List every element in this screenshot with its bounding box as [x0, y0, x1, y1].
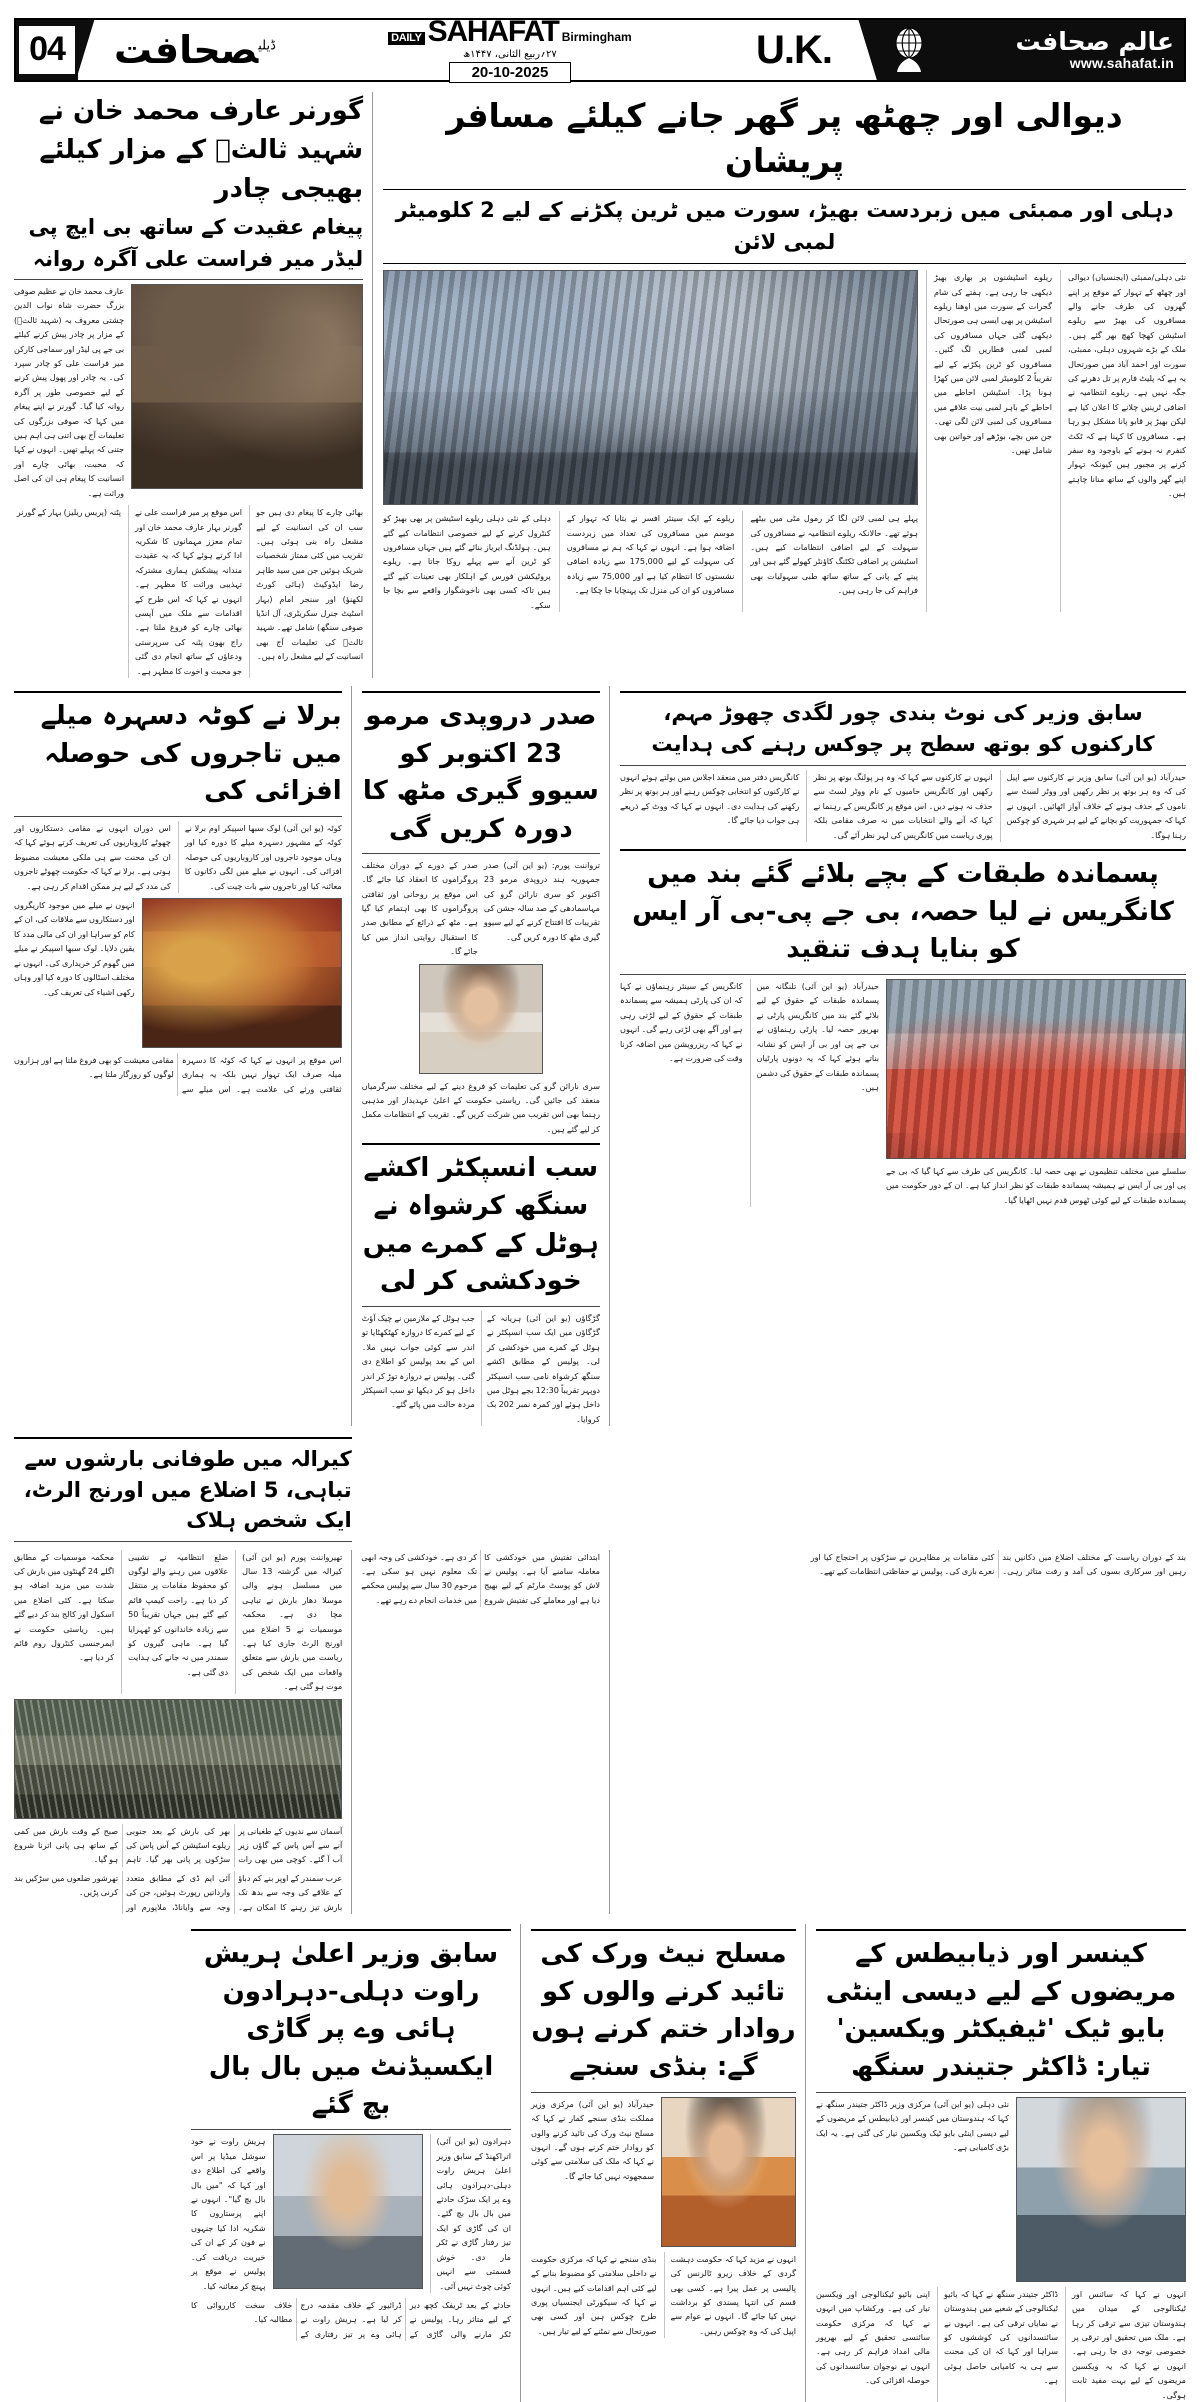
harish-headline: سابق وزیر اعلیٰ ہریش راوت دہلی-دہرادون ہائی وے پر گاڑی ایکسیڈنٹ میں بال بال بچ گئے [203, 1939, 499, 2120]
governor-col-3: اس موقع پر میر فراست علی نے گورنر بہار عارف محمد خان اور تمام معزز مہمانوں کا شکریہ ادا کرتے ہوئے کہا کہ یہ عقیدت مندانہ پیشکش ہماری مشترکہ تہذیبی وراثت کا مظہر ہے۔ انہوں نے کہا کہ اس طرح کے اقدامات سے ملک میں آپسی بھائی چارے کو فروغ ملتا ہے۔ راج بھون پٹنہ کی سرپرستی ودعاؤں کے ساتھ انجام دی گئی جو محبت و اخوت کا مظہر ہے۔ [128, 505, 242, 678]
lead-col-4: ریلوے کے ایک سینئر افسر نے بتایا کہ تہوار کے موسم میں مسافروں کی تعداد میں زبردست اضافہ ہوا ہے۔ انہوں نے کہا کہ ہم نے مسافروں کی سہولت کے لیے 175,000 سے زیادہ اضافی نشستوں کا انتظام کیا ہے اور 75,000 سے زیادہ مسافروں کو ان کی منزل تک پہنچایا جا چکا ہے۔ [559, 511, 735, 612]
masthead-brand-block [290, 17, 730, 83]
masthead-daily-label: DAILY [388, 32, 425, 45]
cancer-story [816, 1924, 1186, 2402]
inspector-headline: سب انسپکٹر اکشے سنگھ کرشواہ نے ہوٹل کے کمرے میں خودکشی کر لی [362, 1153, 599, 1297]
cancer-col-4: اپنی بائیو ٹیکنالوجی اور ویکسین تیار کی ہے۔ ورکشاپ میں انہوں نے کہا کہ مرکزی حکومت سائنسی تحقیق کے لیے بھرپور مالی امداد فراہم کر رہی ہے۔ انہوں نے نوجوان سائنسدانوں کی حوصلہ افزائی کی۔ [816, 2288, 930, 2386]
president-murmu-photo [419, 964, 543, 1074]
congress-headline: پسماندہ طبقات کے بچے بلائے گئے بند میں کانگریس نے لیا حصہ، بی جے پی-بی آر ایس کو بنایا ہدف تنقید [632, 859, 1174, 965]
network-col-1: حیدرآباد (یو این آئی) مرکزی وزیر مملکت بنڈی سنجے کمار نے کہا کہ مسلح نیٹ ورک کی تائید کرنے والوں کو روادار ختم کرنے ہوں گے۔ انہوں نے کہا کہ ملک کی سلامتی سے کوئی سمجھوتہ نہیں کیا جائے گا۔ [531, 2098, 654, 2181]
masthead-website[interactable]: www.sahafat.in [1069, 55, 1174, 72]
dussehra-col-1: کوٹہ (یو این آئی) لوک سبھا اسپیکر اوم برلا نے کوٹہ کے مشہور دسہرہ میلے کا دورہ کیا اور وہاں موجود تاجروں اور کاروباریوں کی حوصلہ افزائی کی۔ انہوں نے میلے میں لگی دکانوں کا معائنہ کیا اور تاجروں سے بات چیت کی۔ [178, 821, 342, 893]
masthead-urdu-title [100, 28, 290, 72]
harish-rawat-photo [273, 2134, 423, 2289]
lead-headline: دیوالی اور چھٹھ پر گھر جانے کیلئے مسافر پریشان [446, 96, 1123, 180]
cancer-col-1: نئی دہلی (یو این آئی) مرکزی وزیر ڈاکٹر جتیندر سنگھ نے کہا کہ ہندوستان میں کینسر اور ذیابیطس کے مریضوں کے لیے دیسی اینٹی بایو ٹیک ویکسین تیار کی گئی ہے۔ یہ ایک بڑی کامیابی ہے۔ [816, 2098, 1009, 2152]
governor-headline: گورنر عارف محمد خان نے شہید ثالثؒ کے مزار کیلئے بھیجی چادر [38, 96, 364, 204]
harish-story [191, 1924, 521, 2402]
kerala-col-5: عرب سمندر کے اوپر بنے کم دباؤ کے علاقے کی وجہ سے بدھ تک بارش تیز رہنے کا امکان ہے۔ آئی ایم ڈی کے مطابق متعدد وارداتیں رپورٹ ہوئیں، جن کی وجہ سے وایاناڈ، ملاپورم اور تھرشور ضلعوں میں سڑکیں بند کرنی پڑیں۔ [14, 1872, 343, 1912]
masthead-date: 20-10-2025 [449, 62, 572, 83]
left-mid-block [14, 686, 352, 1426]
governor-dateline: پٹنہ (پریس ریلیز) بہار کے گورنر [16, 507, 122, 518]
masthead-edition: U.K. [756, 27, 832, 72]
masthead [14, 15, 1186, 82]
governor-col-1: عارف محمد خان نے عظیم صوفی بزرگ حضرت شاہ نواب الدین چشتی معروف بہ (شہید ثالثؒ) کے مزار پر چادر پیش کرنے کیلئے بی جے پی لیڈر اور سماجی کارکن میر فراست علی کو چادر سپرد کی۔ یہ چادر اور پھول پیش کرنے کے لیے خصوصی طور پر آگرہ روانہ کیا گیا۔ گورنر نے اپنے پیغام میں کہا کہ صوفی بزرگوں کی تعلیمات آج بھی اتنی ہی اہم ہیں جتنی کہ پہلے تھیں۔ انہوں نے کہا کہ محبت، بھائی چارے اور انسانیت کا پیغام ہی ان کی اصل وراثت ہے۔ [14, 286, 125, 498]
murmu-col-3: سری نارائن گرو کی تعلیمات کو فروغ دینے کے لیے مختلف سرگرمیاں منعقد کی جائیں گی۔ ریاستی حکومت کے اعلیٰ عہدیدار اور مذہبی رہنما بھی اس تقریب میں شرکت کریں گے۔ تقریب کے انتظامات مکمل کر لیے گئے ہیں۔ [361, 1080, 600, 1134]
kerala-col-3: محکمہ موسمیات کے مطابق اگلے 24 گھنٹوں میں بارش کی شدت میں مزید اضافہ ہو سکتا ہے۔ کئی اضلاع میں اسکول اور کالج بند کر دیے گئے ہیں۔ ریاستی حکومت نے ایمرجنسی کنٹرول روم قائم کر دیا ہے۔ [13, 1551, 115, 1663]
governor-col-2: بھائی چارے کا پیغام دی ہیں جو سب ان کی انسانیت کے لیے مشعل راہ بنی ہوئی ہیں۔ تقریب میں کئی ممتاز شخصیات شریک ہوئیں جن میں سید طاہر رضا ایڈوکیٹ (ہائی کورٹ لکھنؤ) اور سنجر امام (بہار اسٹیٹ جنرل سکریٹری، آل انڈیا صوفی سنگھ) شامل تھے۔ شہید ثالثؒ کی تعلیمات آج بھی انسانیت کے لیے مشعل راہ ہیں۔ [249, 505, 363, 678]
governor-handover-photo [131, 284, 363, 489]
congress-col-3: بند کے دوران ریاست کے مختلف اضلاع میں دکانیں بند رہیں اور سرکاری بسوں کی آمد و رفت متاثر رہی۔ کئی مقامات پر مظاہرین نے سڑکوں پر احتجاج کیا اور نعرے بازی کی۔ پولیس نے حفاظتی انتظامات کیے تھے۔ [810, 1551, 1186, 1576]
masthead-brand: SAHAFAT [427, 15, 559, 48]
masthead-city: Birmingham [561, 30, 632, 44]
murmu-col-1: ترواننت پورم: (یو این آئی) صدر جمہوریہ ہند دروپدی مرمو 23 اکتوبر کو سری نارائن گرو کی مہاسمادھی کے صد سالہ جشن کی تقریبات کا افتتاح کرنے کے لیے سیوو گیری مٹھ کا دورہ کریں گی۔ [483, 859, 600, 942]
congress-col-2: کانگریس کے سینئر رہنماؤں نے کہا کہ ان کی پارٹی ہمیشہ سے پسماندہ طبقات کے حقوق کے لیے لڑتی رہی ہے اور آگے بھی لڑتی رہے گی۔ انہوں نے کہا کہ ریزرویشن میں اضافہ کرنا وقت کی ضرورت ہے۔ [620, 981, 743, 1064]
inspector-col-1: گڑگاؤں (یو این آئی) ہریانہ کے گڑگاؤں میں ایک سب انسپکٹر نے ہوٹل کے کمرے میں خودکشی کر لی۔ پولیس کے مطابق اکشے سنگھ کرشواہ نامی سب انسپکٹر دوپہر تقریباً 12:30 بجے ہوٹل میں داخل ہوئے اور کمرہ نمبر 202 بک کروایا۔ [481, 1311, 600, 1426]
murmu-headline: صدر دروپدی مرمو 23 اکتوبر کو سیوو گیری مٹھ کا دورہ کریں گی [362, 700, 599, 845]
masthead-hijri-date: ۲۷؍ربیع الثانی، ۱۴۴۷ھ [463, 49, 557, 60]
inspector-col-3: ابتدائی تفتیش میں خودکشی کا معاملہ سامنے آیا ہے۔ پولیس نے لاش کو پوسٹ مارٹم کے لیے بھیج دیا ہے اور معاملے کی تفتیش شروع کر دی ہے۔ خودکشی کی وجہ ابھی تک معلوم نہیں ہو سکی ہے۔ مرحوم 30 سال سے پولیس محکمے میں خدمات انجام دے رہے تھے۔ [361, 1551, 600, 1605]
exminister-headline: سابق وزیر کی نوٹ بندی چور لگدی چھوڑ مہم، کارکنوں کو بوتھ سطح پر چوکس رہنے کی ہدایت [651, 700, 1155, 757]
governor-story [14, 92, 373, 678]
railway-station-crowd-photo [383, 270, 918, 505]
right-mid-block [620, 686, 1186, 1426]
lead-col-3: پہلے ہی لمبی لائن لگا کر رمول مٹی میں بیٹھے ہوئے تھے۔ حالانکہ ریلوے انتظامیہ نے مسافروں کی سہولت کے لیے اضافی انتظامات کیے ہیں۔ اسٹیشن پر اضافی ٹکٹنگ کاؤنٹر کھولے گئے ہیں اور پینے کے پانی کے ساتھ ساتھ طبی سہولیات بھی فراہم کی جا رہی ہیں۔ [742, 511, 918, 612]
page-number: 04 [19, 26, 75, 74]
bandi-sanjay-photo [661, 2097, 796, 2247]
kerala-rain-photo [14, 1699, 342, 1819]
congress-continued [619, 1550, 1186, 1915]
cancer-col-3: ڈاکٹر جتیندر سنگھ نے کہا کہ بائیو ٹیکنالوجی کے شعبے میں ہندوستان نے نمایاں ترقی کی ہے۔ انہوں نے سائنسدانوں کی کوششوں کو سراہا اور کہا کہ ان کی محنت سے ہی یہ کامیابی حاصل ہوئی ہے۔ [937, 2287, 1058, 2402]
dussehra-col-3: انہوں نے میلے میں موجود کاریگروں اور دستکاروں سے ملاقات کی، ان کے کام کو سراہا اور ان کی مالی مدد کا یقین دلایا۔ لوک سبھا اسپیکر نے میلے میں گھوم کر خریداری کی۔ انہوں نے مختلف اسٹالوں کا دورہ کیا اور وہاں رکھی اشیاء کی تعریف کی۔ [14, 900, 135, 997]
kerala-spacer [362, 1432, 1186, 1545]
governor-subhead: پیغام عقیدت کے ساتھ بی ایچ پی لیڈر میر فراست علی آگرہ روانہ [28, 215, 364, 271]
lead-col-2: ریلوے اسٹیشنوں پر بھاری بھیڑ دیکھی جا رہی ہے۔ ہفتے کی شام گجرات کے سورت میں اوھنا ریلوے اسٹیشن پر بھی ایسی ہی صورتحال دیکھی گئی جہاں مسافروں کی لمبی لمبی قطاریں لگ گئیں۔ مسافروں کو ٹرین پکڑنے کے لیے تقریباً 2 کلومیٹر لمبی لائن میں کھڑا ہونا پڑا۔ اسٹیشن احاطے میں احاطے کے باہر لمبی بیت علاقے میں مسافروں کی لمبی لائن لگی تھی۔ جن میں بچے، بوڑھے اور خواتین بھی شامل تھیں۔ [926, 270, 1052, 612]
dussehra-col-4: اس موقع پر انہوں نے کہا کہ کوٹہ کا دسہرہ میلہ صرف ایک تہوار نہیں بلکہ یہ ہماری ثقافتی ورثے کی علامت ہے۔ اس میلے سے مقامی معیشت کو بھی فروغ ملتا ہے اور ہزاروں لوگوں کو روزگار ملتا ہے۔ [14, 1055, 342, 1094]
lead-col-1: نئی دہلی/ممبئی (ایجنسیاں) دیوالی اور چھٹھ کے تہوار کے موقع پر اپنے گھروں کی طرف جانے والے مسافروں کی بھیڑ سے ریلوے اسٹیشن کھچا کھچ بھر گئے ہیں۔ ملک کے بڑے شہروں دہلی، ممبئی، سورت اور احمد آباد میں صورتحال یہ ہے کہ پلیٹ فارم پر تل دھرنے کی جگہ نہیں ہے۔ ریلوے انتظامیہ نے اضافی ٹرینیں چلانے کا اعلان کیا ہے لیکن بھیڑ پر قابو پانا مشکل ہو رہا ہے۔ مسافروں کا کہنا ہے کہ ٹکٹ کنفرم نہ ہونے کے باوجود وہ سفر کرنے پر مجبور ہیں کیونکہ تہوار اپنے گھر والوں کے ساتھ منانا چاہتے ہیں۔ [1060, 270, 1186, 612]
murmu-col-2: صدر کے دورے کے دوران مختلف پروگراموں کا انعقاد کیا جائے گا۔ اس موقع پر روحانی اور ثقافتی پروگراموں کا بھی اہتمام کیا گیا ہے۔ مٹھ کے ذرائع کے مطابق صدر کا استقبال روایتی انداز میں کیا جائے گا۔ [361, 859, 478, 957]
kerala-headline: کیرالہ میں طوفانی بارشوں سے تباہی، 5 اضلاع میں اورنج الرٹ، ایک شخص ہلاک [23, 1447, 352, 1533]
kerala-story [14, 1432, 352, 1545]
harish-col-1: دہرادون (یو این آئی) اتراکھنڈ کے سابق وزیر اعلیٰ ہریش راوت دہلی-دہرادون ہائی وے پر ایک سڑک حادثے میں بال بال بچ گئے۔ ان کی گاڑی کو ایک تیز رفتار گاڑی نے ٹکر مار دی۔ خوش قسمتی سے انہیں کوئی چوٹ نہیں آئی۔ [430, 2134, 512, 2292]
network-story [531, 1924, 806, 2402]
lead-subhead: دہلی اور ممبئی میں زبردست بھیڑ، سورت میں ٹرین پکڑنے کے لیے 2 کلومیٹر لمبی لائن [395, 198, 1174, 254]
inspector-col-2: جب ہوٹل کے ملازمین نے چیک آؤٹ کے لیے کمرے کا دروازہ کھٹکھٹایا تو اندر سے کوئی جواب نہیں ملا۔ اس کے بعد پولیس کو اطلاع دی گئی۔ پولیس نے دروازہ توڑ کر اندر داخل ہو کر دیکھا تو سب انسپکٹر مردہ حالت میں پائے گئے۔ [361, 1312, 475, 1410]
inspector-continued [361, 1550, 610, 1915]
network-col-2: انہوں نے مزید کہا کہ حکومت دہشت گردی کے خلاف زیرو ٹالرنس کی پالیسی پر عمل پیرا ہے۔ کسی بھی قسم کی انتہا پسندی کو برداشت نہیں کیا جائے گا۔ انہوں نے عوام سے اپیل کی کہ وہ چوکس رہیں۔ [664, 2252, 797, 2338]
masthead-right-panel [884, 20, 1184, 80]
dussehra-headline: برلا نے کوٹہ دسہرہ میلے میں تاجروں کی حوصلہ افزائی کی [40, 700, 342, 807]
lead-story [383, 92, 1186, 678]
exminister-col-2: انہوں نے کارکنوں سے کہا کہ وہ ہر پولنگ بوتھ پر نظر رکھیں اور کانگریس حامیوں کے نام ووٹر لسٹ سے حذف نہ ہونے دیں۔ اس موقع پر کانگریس کے رہنما نے کہا کہ آنے والے انتخابات میں نہ صرف مقامی بلکہ پوری ریاست میں کانگریس کی لہر نظر آئے گی۔ [806, 770, 992, 842]
dussehra-col-2: اس دوران انہوں نے مقامی دستکاروں اور چھوٹے کاروباریوں کی تعریف کرتے ہوئے کہا کہ ان کی محنت سے ہی ملکی معیشت مضبوط ہوتی ہے۔ برلا نے کہا کہ حکومت چھوٹے تاجروں کی مدد کے لیے ہر ممکن اقدام کر رہی ہے۔ [14, 823, 171, 891]
cancer-headline: کینسر اور ذیابیطس کے مریضوں کے لیے دیسی اینٹی بایو ٹیک 'ٹیفیکٹر ویکسین' تیار: ڈاکٹر جتیندر سنگھ [825, 1939, 1177, 2083]
harish-col-3: حادثے کے بعد ٹریفک کچھ دیر کے لیے متاثر رہا۔ پولیس نے ٹکر مارنے والی گاڑی کے ڈرائیور کے خلاف مقدمہ درج کر لیا ہے۔ ہریش راوت نے ہائی وے پر تیز رفتاری کے خلاف سخت کارروائی کا مطالبہ کیا۔ [191, 2299, 511, 2339]
jitendra-singh-photo [1016, 2097, 1186, 2282]
exminister-col-1: حیدرآباد (یو این آئی) سابق وزیر نے کارکنوں سے اپیل کی کہ وہ ہر بوتھ پر نظر رکھیں اور ووٹر لسٹ سے ناموں کے حذف ہونے کے خلاف آواز اٹھائیں۔ انہوں نے کہا کہ جمہوریت کو بچانے کے لیے ہر شہری کو چوکس رہنا ہوگا۔ [1000, 770, 1186, 842]
masthead-publisher-urdu: عالم صحافت [1015, 26, 1174, 56]
masthead-publisher [930, 26, 1174, 72]
masthead-center-panel [100, 15, 858, 81]
congress-rally-photo [886, 979, 1186, 1159]
masthead-right-slant [858, 20, 884, 80]
masthead-urdu-sup: ڈیلی [258, 38, 276, 54]
network-col-3: بنڈی سنجے نے کہا کہ مرکزی حکومت نے داخلی سلامتی کو مضبوط بنانے کے لیے کئی اہم اقدامات کیے ہیں۔ انہوں نے کہا کہ سیکورٹی ایجنسیاں پوری طرح چوکس ہیں اور کسی بھی صورتحال سے نمٹنے کے لیے تیار ہیں۔ [531, 2253, 657, 2336]
congress-col-1: حیدرآباد (یو این آئی) تلنگانہ میں پسماندہ طبقات کے حقوق کے لیے بلائے گئے بند میں کانگریس پارٹی نے بھرپور حصہ لیا۔ پارٹی رہنماؤں نے بی جے پی اور بی آر ایس کو نشانہ بناتے ہوئے کہا کہ یہ دونوں پارٹیاں پسماندہ طبقات کے حقوق کی دشمن ہیں۔ [750, 979, 880, 1207]
network-headline: مسلح نیٹ ورک کی تائید کرنے والوں کو روادار ختم کرنے ہوں گے: بنڈی سنجے [531, 1939, 796, 2083]
lead-col-5: دہلی کے نئی دہلی ریلوے اسٹیشن پر بھی بھیڑ کو کنٹرول کرنے کے لیے خصوصی انتظامات کیے گئے ہیں۔ ہولڈنگ ایریاز بنائے گئے ہیں جہاں مسافروں کو ٹرین آنے سے پہلے روکا جاتا ہے۔ ریلوے پروٹیکشن فورس کے اہلکار بھی تعینات کیے گئے ہیں تاکہ کسی بھی ناخوشگوار واقعے سے بچا جا سکے۔ [383, 513, 551, 610]
kerala-body [14, 1550, 352, 1915]
kerala-col-1: تھیرواننت پورم (یو این آئی) کیرالہ میں گزشتہ 13 سال میں مسلسل ہونے والی موسلا دھار بارش نے تباہی مچا دی ہے۔ محکمہ موسمیات نے 5 اضلاع میں اورنج الرٹ جاری کیا ہے۔ ریاست میں بارش سے متعلق واقعات میں ایک شخص کی موت ہو گئی ہے۔ [235, 1550, 342, 1694]
masthead-urdu-main: صحافت [114, 28, 259, 72]
kerala-col-2: ضلع انتظامیہ نے نشیبی علاقوں میں رہنے والے لوگوں کو محفوظ مقامات پر منتقل کر دیا ہے۔ راحت کیمپ قائم کیے گئے ہیں جہاں تقریباً 50 سے زیادہ خاندانوں کو ٹھہرایا گیا ہے۔ ماہی گیروں کو سمندر میں نہ جانے کی ہدایت دی گئی ہے۔ [121, 1550, 228, 1694]
kerala-col-4: آسمان سے ندیوں کے طغیانی پر آنے سے آس پاس کے گاؤں زیر آب آ گئے۔ کوچی میں بھی رات بھر کی بارش کے بعد جنوبی ریلوے اسٹیشن کے آس پاس کی سڑکوں پر پانی بھر گیا۔ تاہم صبح کے وقت بارش میں کمی کے ساتھ ہی پانی اترنا شروع ہو گیا۔ [14, 1825, 343, 1865]
exminister-col-3: کانگریس دفتر میں منعقد اجلاس میں بولتے ہوئے انہوں نے کارکنوں کو انتخابی چوکس رہنے اور ہر بوتھ پر نظر رکھنے کی ہدایت دی۔ انہوں نے کہا کہ ووٹ کے ذریعے ہی جواب دیا جائے گا۔ [620, 771, 800, 826]
masthead-left-slant [78, 20, 100, 80]
harish-col-2: ہریش راوت نے خود سوشل میڈیا پر اس واقعے کی اطلاع دی اور کہا کہ "میں بال بال بچ گیا"۔ انہوں نے اپنے پرستاروں کا شکریہ ادا کیا جنہوں نے فون کر کے ان کی خیریت دریافت کی۔ پولیس نے موقع پر پہنچ کر معائنہ کیا۔ [191, 2136, 266, 2291]
page-number-box [16, 20, 78, 80]
middle-mid-block [362, 686, 610, 1426]
masthead-brandline [388, 17, 632, 47]
dussehra-stage-photo [142, 898, 342, 1048]
cancer-col-2: انہوں نے کہا کہ سائنس اور ٹیکنالوجی کے میدان میں ہندوستان تیزی سے ترقی کر رہا ہے۔ ملک میں تحقیق اور ترقی پر خصوصی توجہ دی جا رہی ہے۔ انہوں نے کہا کہ یہ ویکسین مریضوں کے لیے بہت مفید ثابت ہوگی۔ [1065, 2287, 1186, 2402]
globe-icon [888, 26, 930, 74]
congress-col-4: سلسلے میں مختلف تنظیموں نے بھی حصہ لیا۔ کانگریس کی طرف سے کہا گیا کہ بی جے پی اور بی آر ایس نے ہمیشہ پسماندہ طبقات کو نظر انداز کیا ہے۔ ان کے دور حکومت میں پسماندہ طبقات کے لیے کوئی ٹھوس قدم نہیں اٹھایا گیا۔ [886, 1166, 1186, 1205]
